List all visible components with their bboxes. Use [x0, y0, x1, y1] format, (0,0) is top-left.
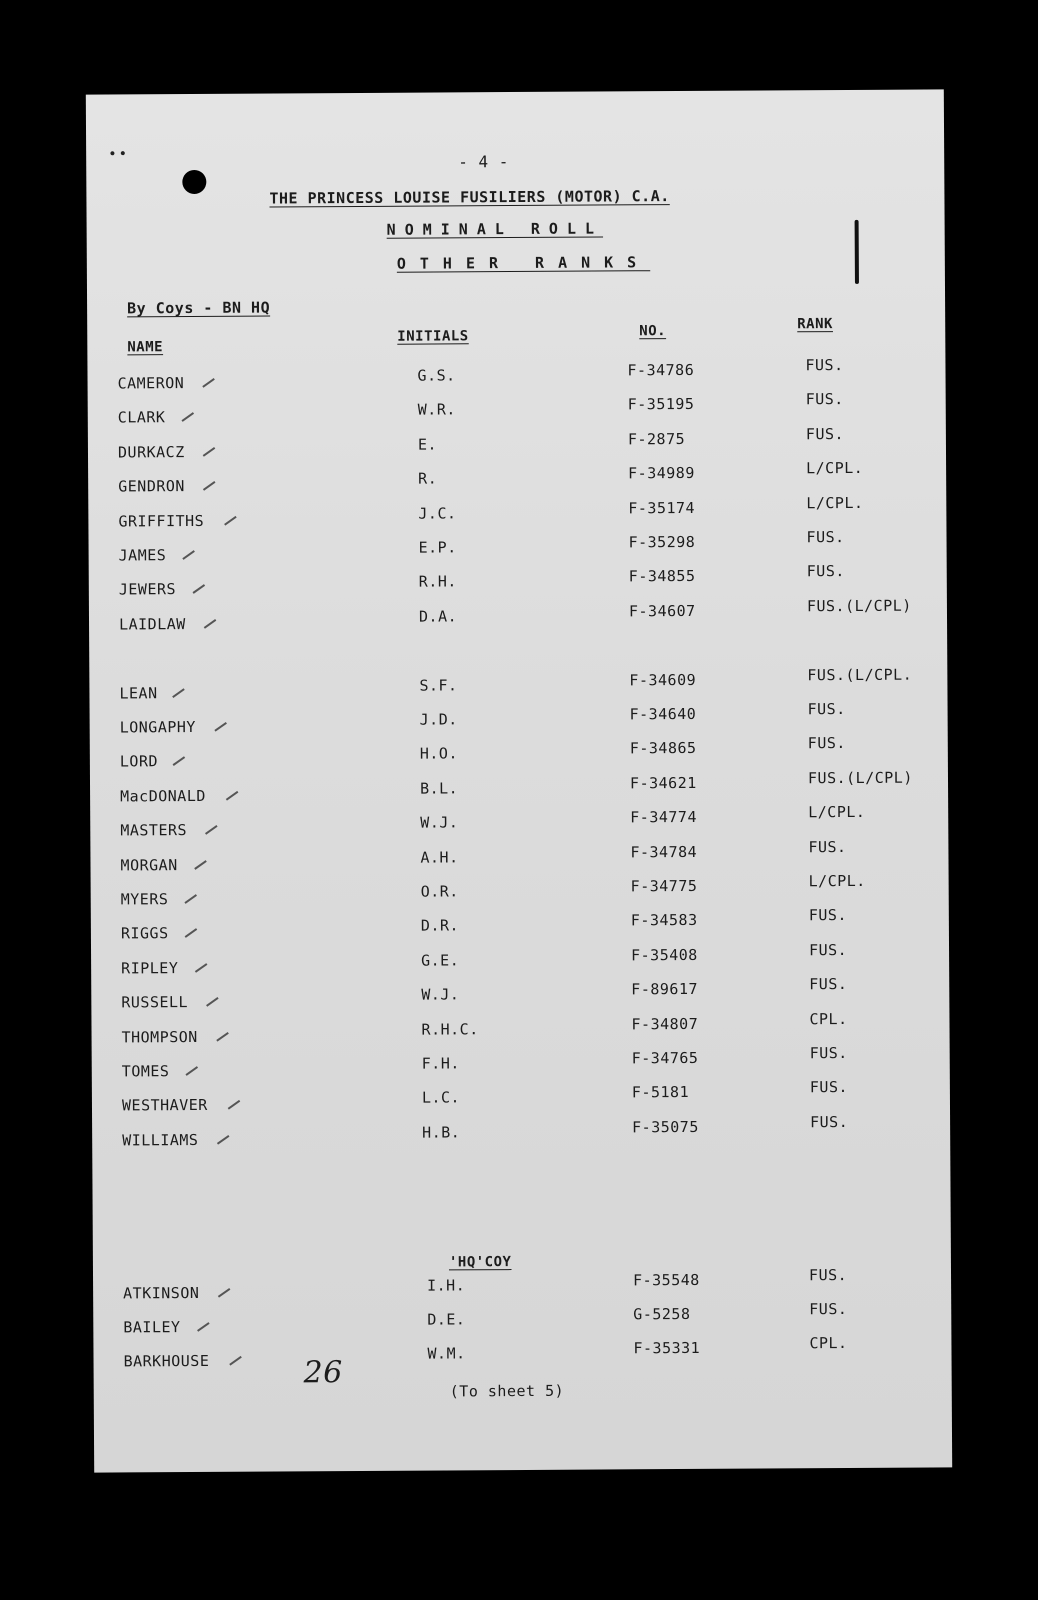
number-cell: F-34609	[629, 670, 697, 689]
initials-cell: R.H.	[418, 572, 457, 591]
table-row	[89, 596, 947, 645]
rank-cell: L/CPL.	[808, 871, 866, 891]
document-title: THE PRINCESS LOUISE FUSILIERS (MOTOR) C.A.	[269, 187, 670, 208]
rank-cell: FUS.	[810, 1112, 849, 1132]
rank-cell: FUS.	[807, 734, 846, 753]
name-cell: WESTHAVER	[121, 1096, 208, 1115]
initials-cell: L.C.	[421, 1088, 461, 1107]
table-row	[92, 1112, 950, 1161]
number-cell: F-34865	[629, 739, 697, 758]
name-cell: MacDONALD	[120, 786, 206, 806]
specks: ••	[108, 146, 130, 163]
rank-cell: CPL.	[809, 1009, 848, 1028]
number-cell: F-35331	[633, 1338, 701, 1358]
rank-cell: FUS.	[806, 528, 845, 547]
initials-cell: H.O.	[419, 744, 459, 763]
check-tick	[184, 929, 197, 939]
name-cell: RIGGS	[120, 924, 169, 943]
initials-cell: R.H.C.	[421, 1019, 479, 1039]
name-cell: RIPLEY	[121, 958, 179, 978]
initials-cell: F.H.	[421, 1054, 460, 1073]
check-tick	[172, 688, 185, 698]
rank-cell: FUS.(L/CPL.	[807, 665, 913, 684]
initials-cell: G.S.	[417, 366, 456, 385]
number-cell: F-34786	[627, 360, 695, 380]
initials-cell: R.	[418, 469, 438, 488]
name-cell: LAIDLAW	[118, 614, 186, 634]
number-cell: F-34621	[629, 773, 697, 793]
name-cell: GRIFFITHS	[118, 511, 205, 531]
check-tick	[184, 894, 197, 904]
column-header-name: NAME	[127, 339, 164, 356]
name-cell: RUSSELL	[121, 993, 189, 1012]
column-header-number: NO.	[639, 323, 667, 340]
rank-cell: FUS.(L/CPL)	[807, 768, 913, 788]
check-tick	[181, 413, 194, 423]
initials-cell: D.A.	[418, 607, 458, 626]
name-cell: MORGAN	[120, 855, 178, 875]
initials-cell: S.F.	[419, 675, 458, 695]
check-tick	[202, 481, 215, 491]
rank-cell: FUS.	[809, 975, 848, 994]
rank-cell: FUS.(L/CPL)	[806, 596, 912, 616]
check-tick	[197, 1322, 210, 1332]
initials-cell: J.C.	[418, 503, 457, 523]
initials-cell: J.D.	[419, 710, 458, 729]
rank-cell: FUS.	[809, 1043, 848, 1063]
check-tick	[202, 378, 215, 388]
name-cell: MASTERS	[120, 821, 188, 840]
rank-cell: FUS.	[805, 424, 845, 444]
check-tick	[194, 860, 207, 870]
initials-cell: W.J.	[421, 985, 460, 1004]
initials-cell: O.R.	[420, 882, 459, 901]
name-cell: GENDRON	[118, 477, 185, 496]
initials-cell: E.	[417, 435, 438, 454]
number-cell: F-34774	[630, 808, 697, 827]
number-cell: F-34775	[630, 876, 698, 896]
rank-cell: FUS.	[808, 837, 847, 856]
initials-cell: W.J.	[420, 813, 459, 832]
check-tick	[217, 1135, 230, 1145]
initials-cell: B.L.	[419, 779, 459, 798]
number-cell: F-34989	[628, 464, 695, 483]
check-tick	[193, 584, 206, 594]
initials-cell: E.P.	[418, 538, 457, 557]
rank-cell: FUS.	[808, 940, 848, 960]
subtitle-other-ranks: OTHER RANKS	[396, 253, 651, 273]
name-cell: BARKHOUSE	[123, 1351, 210, 1371]
pencil-mark	[855, 220, 859, 284]
check-tick	[173, 757, 186, 767]
name-cell: ATKINSON	[123, 1283, 200, 1303]
check-tick	[203, 619, 216, 629]
table-row	[93, 1334, 951, 1382]
name-cell: BAILEY	[123, 1318, 181, 1337]
name-cell: LEAN	[119, 683, 158, 703]
check-tick	[214, 722, 227, 732]
check-tick	[182, 550, 195, 560]
rank-cell: FUS.	[806, 562, 845, 581]
name-cell: CAMERON	[117, 374, 185, 393]
name-cell: MYERS	[120, 890, 169, 909]
rank-cell: FUS.	[805, 390, 844, 409]
check-tick	[205, 825, 218, 835]
name-cell: TOMES	[121, 1062, 170, 1081]
page-number: - 4 -	[458, 152, 509, 172]
check-tick	[225, 791, 238, 801]
number-cell: F-34855	[628, 567, 696, 586]
check-tick	[218, 1288, 231, 1298]
number-cell: F-2875	[627, 429, 686, 449]
initials-cell: A.H.	[420, 847, 459, 867]
number-cell: F-35075	[632, 1117, 699, 1137]
column-header-initials: INITIALS	[397, 328, 469, 345]
rank-cell: FUS.	[805, 356, 844, 375]
initials-cell: G.E.	[421, 951, 460, 970]
rank-cell: FUS.	[808, 1266, 848, 1285]
initials-cell: H.B.	[422, 1123, 461, 1142]
rank-cell: L/CPL.	[806, 493, 864, 512]
name-cell: THOMPSON	[121, 1027, 198, 1047]
initials-cell: D.E.	[427, 1310, 466, 1329]
initials-cell: I.H.	[427, 1276, 466, 1295]
number-cell: F-34784	[630, 842, 698, 861]
check-tick	[224, 515, 237, 525]
company-heading: By Coys - BN HQ	[127, 298, 271, 318]
number-cell: F-89617	[631, 980, 699, 999]
rank-cell: FUS.	[807, 700, 846, 719]
rank-cell: L/CPL.	[808, 803, 866, 822]
initials-cell: W.R.	[417, 400, 456, 420]
number-cell: F-34807	[631, 1014, 699, 1033]
check-tick	[206, 997, 219, 1007]
number-cell: F-34583	[630, 911, 698, 930]
handwritten-mark: 26	[303, 1355, 343, 1391]
continuation-note: (To sheet 5)	[449, 1381, 565, 1401]
number-cell: F-35548	[632, 1270, 700, 1290]
check-tick	[229, 1356, 242, 1366]
number-cell: F-35174	[628, 498, 696, 517]
check-tick	[185, 1066, 198, 1076]
name-cell: DURKACZ	[117, 442, 185, 462]
document-page	[86, 89, 952, 1472]
hq-coy-heading: 'HQ'COY	[448, 1254, 512, 1271]
check-tick	[216, 1032, 229, 1042]
subtitle-nominal-roll: NOMINAL ROLL	[386, 219, 604, 239]
rank-cell: L/CPL.	[806, 459, 864, 478]
rank-cell: FUS.	[809, 1078, 849, 1097]
number-cell: F-35298	[628, 532, 696, 552]
initials-cell: W.M.	[427, 1344, 466, 1363]
name-cell: LONGAPHY	[119, 717, 196, 737]
check-tick	[202, 447, 215, 457]
check-tick	[195, 963, 208, 973]
number-cell: F-34640	[629, 704, 697, 724]
name-cell: JEWERS	[118, 580, 177, 599]
name-cell: JAMES	[118, 546, 167, 565]
check-tick	[227, 1100, 240, 1110]
number-cell: F-35408	[631, 945, 698, 965]
number-cell: G-5258	[633, 1304, 691, 1324]
rank-cell: FUS.	[808, 906, 848, 925]
number-cell: F-5181	[631, 1083, 690, 1102]
name-cell: CLARK	[117, 408, 166, 427]
name-cell: LORD	[119, 752, 159, 771]
number-cell: F-34765	[631, 1048, 699, 1068]
rank-cell: CPL.	[809, 1334, 848, 1353]
number-cell: F-35195	[627, 395, 695, 414]
name-cell: WILLIAMS	[122, 1130, 199, 1150]
column-header-rank: RANK	[797, 316, 833, 333]
number-cell: F-34607	[628, 601, 696, 621]
punch-hole	[182, 170, 206, 194]
initials-cell: D.R.	[420, 916, 460, 935]
rank-cell: FUS.	[809, 1300, 848, 1319]
